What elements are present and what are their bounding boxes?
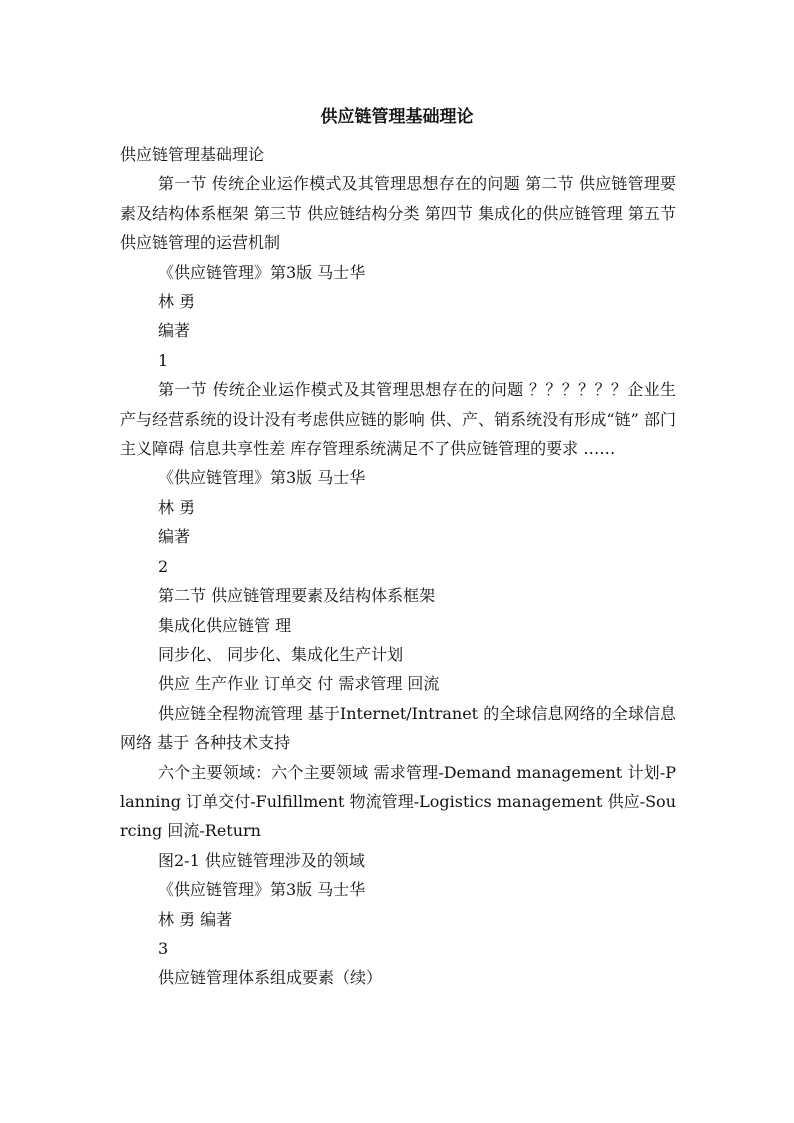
- paragraph: 2: [158, 556, 169, 576]
- paragraph: 林 勇: [158, 292, 196, 312]
- paragraph: 《供应链管理》第3版 马士华: [158, 880, 366, 900]
- paragraph: 供应链管理体系组成要素（续）: [158, 968, 383, 988]
- paragraph: 林 勇 编著: [158, 909, 233, 929]
- paragraph: 《供应链管理》第3版 马士华: [158, 262, 366, 282]
- paragraph: 集成化供应链管 理: [158, 615, 292, 635]
- paragraph: 编著: [158, 321, 191, 341]
- paragraph: 第二节 供应链管理要素及结构体系框架: [158, 586, 436, 606]
- paragraph: 供应 生产作业 订单交 付 需求管理 回流: [158, 674, 440, 694]
- paragraph: 第一节 传统企业运作模式及其管理思想存在的问题 ？？？？？？企业生产与经营系统的设计没有考虑供应链的影响 供、产、销系统没有形成“链” 部门主义障碍 信息共享性差 库存管理系统满足不了供应链管理的要求 ……: [120, 380, 676, 459]
- paragraph: 第一节 传统企业运作模式及其管理思想存在的问题 第二节 供应链管理要素及结构体系框架 第三节 供应链结构分类 第四节 集成化的供应链管理 第五节 供应链管理的运营机制: [120, 174, 676, 253]
- paragraph: 图2-1 供应链管理涉及的领域: [158, 850, 365, 870]
- paragraph: 六个主要领域：六个主要领域 需求管理-Demand management 计划-Planning 订单交付-Fulfillment 物流管理-Logistics management 供应-Sourcing 回流-Return: [120, 762, 676, 841]
- paragraph: 3: [158, 938, 169, 958]
- paragraph: 供应链全程物流管理 基于Internet/Intranet 的全球信息网络的全球信息网络 基于 各种技术支持: [120, 703, 676, 753]
- document-title: 供应链管理基础理论: [320, 107, 474, 127]
- paragraph: 同步化、 同步化、集成化生产计划: [158, 644, 404, 664]
- document-body: [120, 140, 676, 993]
- paragraph: 1: [158, 350, 169, 370]
- paragraph: 林 勇: [158, 497, 196, 517]
- paragraph: 《供应链管理》第3版 马士华: [158, 468, 366, 488]
- paragraph: 供应链管理基础理论: [120, 145, 265, 164]
- paragraph: 编著: [158, 527, 191, 547]
